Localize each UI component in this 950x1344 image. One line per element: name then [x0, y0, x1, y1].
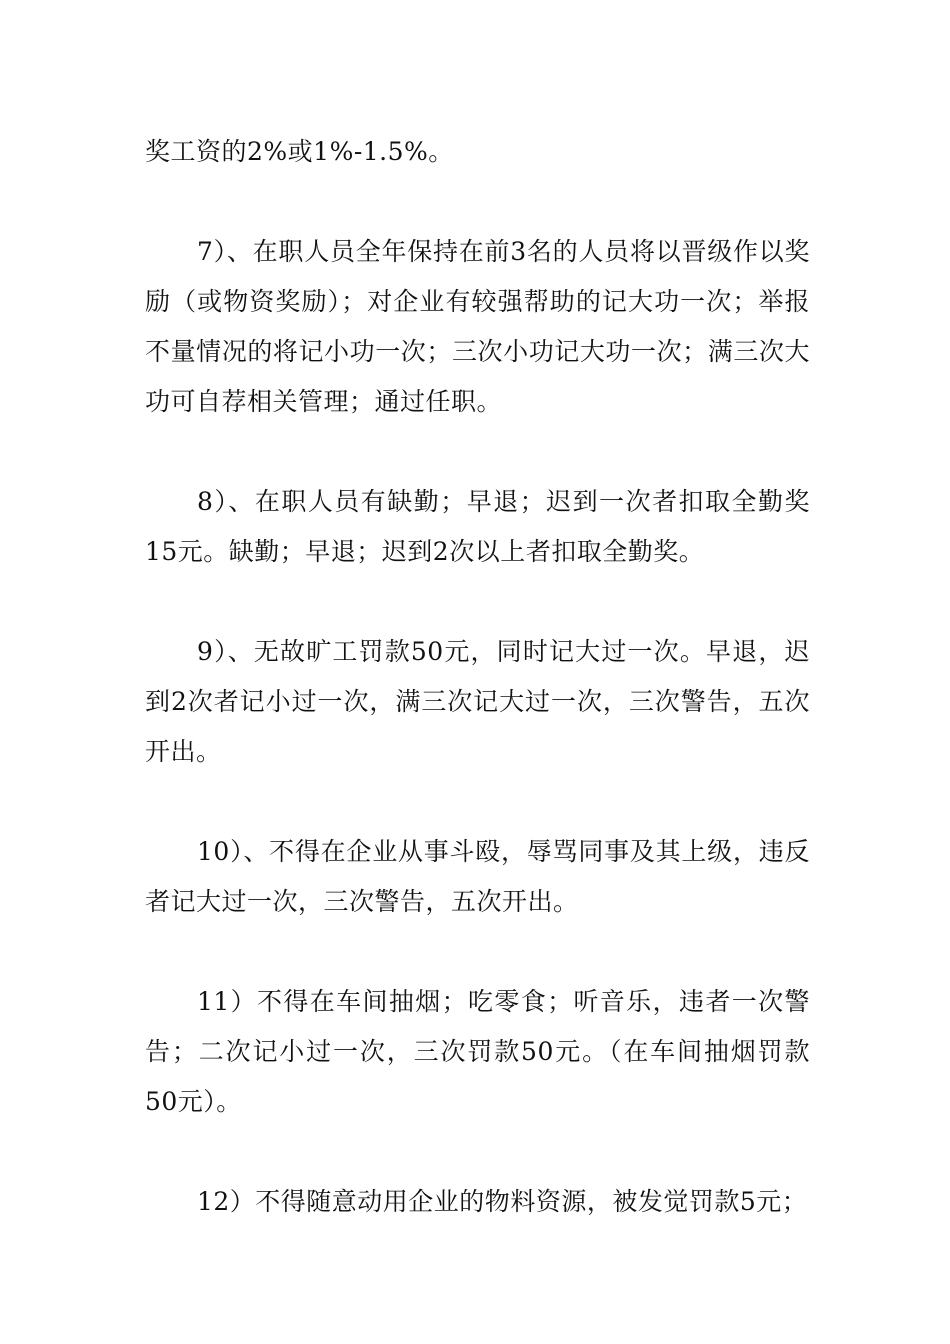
paragraph-continuation: 奖工资的2%或1%-1.5%。: [145, 137, 454, 166]
paragraph-rule-9: 9）、无故旷工罚款50元，同时记大过一次。早退，迟到2次者记小过一次，满三次记大过一次，三次警告，五次开出。: [145, 637, 810, 766]
paragraph-rule-10: 10）、不得在企业从事斗殴，辱骂同事及其上级，违反者记大过一次，三次警告，五次开出。: [145, 837, 810, 916]
paragraph-rule-12: 12）不得随意动用企业的物料资源，被发觉罚款5元；: [197, 1187, 808, 1216]
paragraph-rule-11: 11）不得在车间抽烟；吃零食；听音乐，违者一次警告；二次记小过一次，三次罚款50元。（在车间抽烟罚款50元）。: [145, 987, 810, 1116]
paragraph-rule-8: 8）、在职人员有缺勤；早退；迟到一次者扣取全勤奖15元。缺勤；早退；迟到2次以上者扣取全勤奖。: [145, 487, 810, 566]
paragraph-rule-7: 7）、在职人员全年保持在前3名的人员将以晋级作以奖励（或物资奖励）；对企业有较强帮助的记大功一次；举报不量情况的将记小功一次；三次小功记大功一次；满三次大功可自荐相关管理；通过任职。: [145, 237, 810, 416]
